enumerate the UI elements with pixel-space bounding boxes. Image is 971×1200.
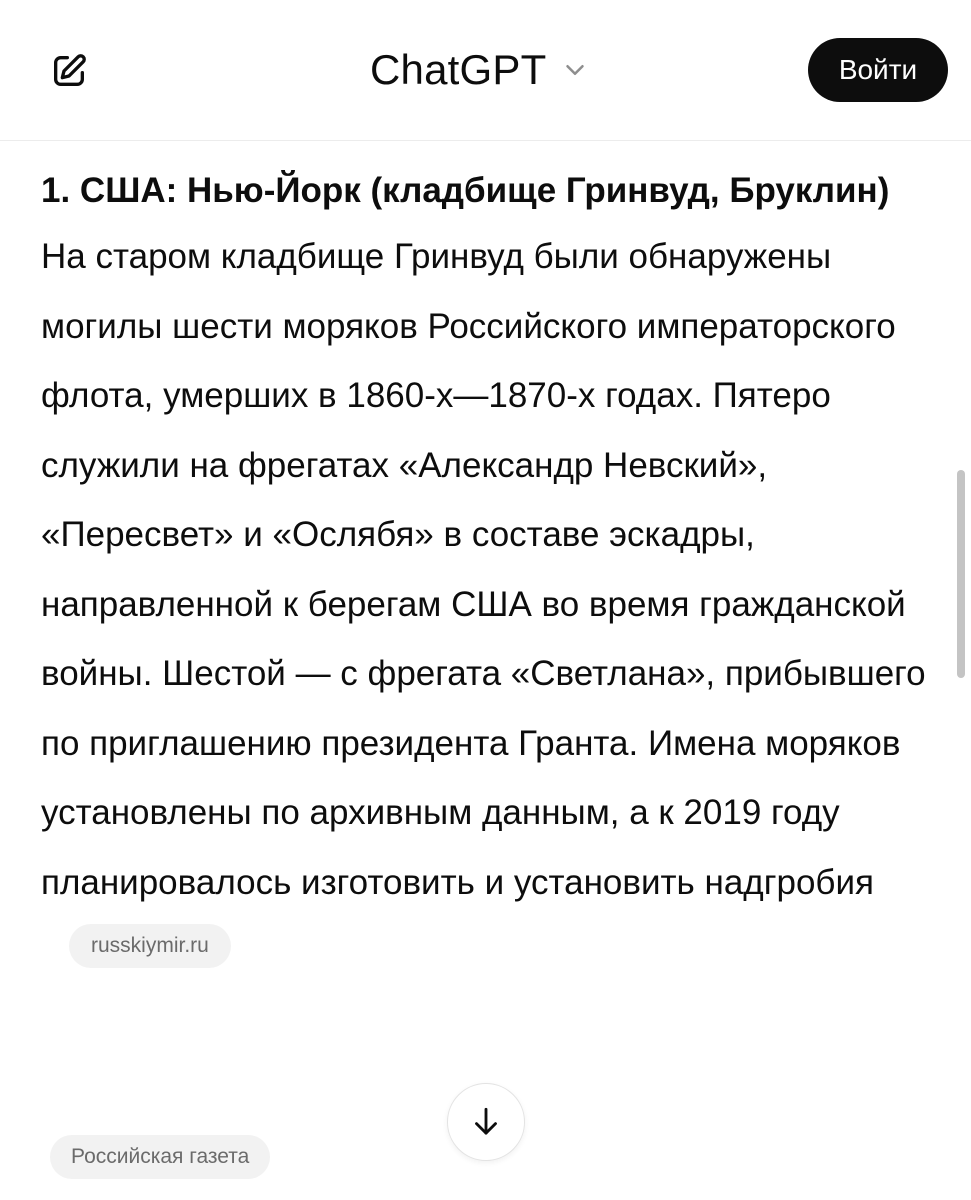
message-body-text: На старом кладбище Гринвуд были обнаружены могилы шести моряков Российского императорского флота, умерших в 1860-х—1870-х годах. Пятеро служили на фрегатах «Александр Невский», «Пересвет» и «Ослябя» в составе эскадры, направленной к берегам США во время гражданской войны. Шестой — с фрегата «Светлана», прибывшего по приглашению президента Гранта. Имена моряков установлены по архивным данным, а к 2019 году планировалось изготовить и установить надгробия — [41, 237, 926, 902]
login-button[interactable]: Войти — [808, 38, 948, 102]
compose-icon — [49, 51, 89, 91]
source-chip-rg[interactable]: Российская газета — [50, 1135, 270, 1179]
new-chat-button[interactable] — [44, 46, 94, 96]
model-selector[interactable] — [370, 40, 590, 100]
assistant-message — [41, 160, 936, 987]
app-title: ChatGPT — [370, 46, 547, 93]
scrollbar-thumb[interactable] — [957, 470, 965, 678]
arrow-down-icon — [467, 1103, 505, 1141]
chevron-down-icon — [560, 55, 590, 85]
source-chip-russkiymir[interactable]: russkiymir.ru — [69, 924, 231, 968]
message-heading: 1. США: Нью-Йорк (кладбище Гринвуд, Бруклин) — [41, 171, 890, 210]
message-body — [41, 222, 936, 987]
scroll-down-button[interactable] — [447, 1083, 525, 1161]
top-bar — [0, 0, 971, 141]
